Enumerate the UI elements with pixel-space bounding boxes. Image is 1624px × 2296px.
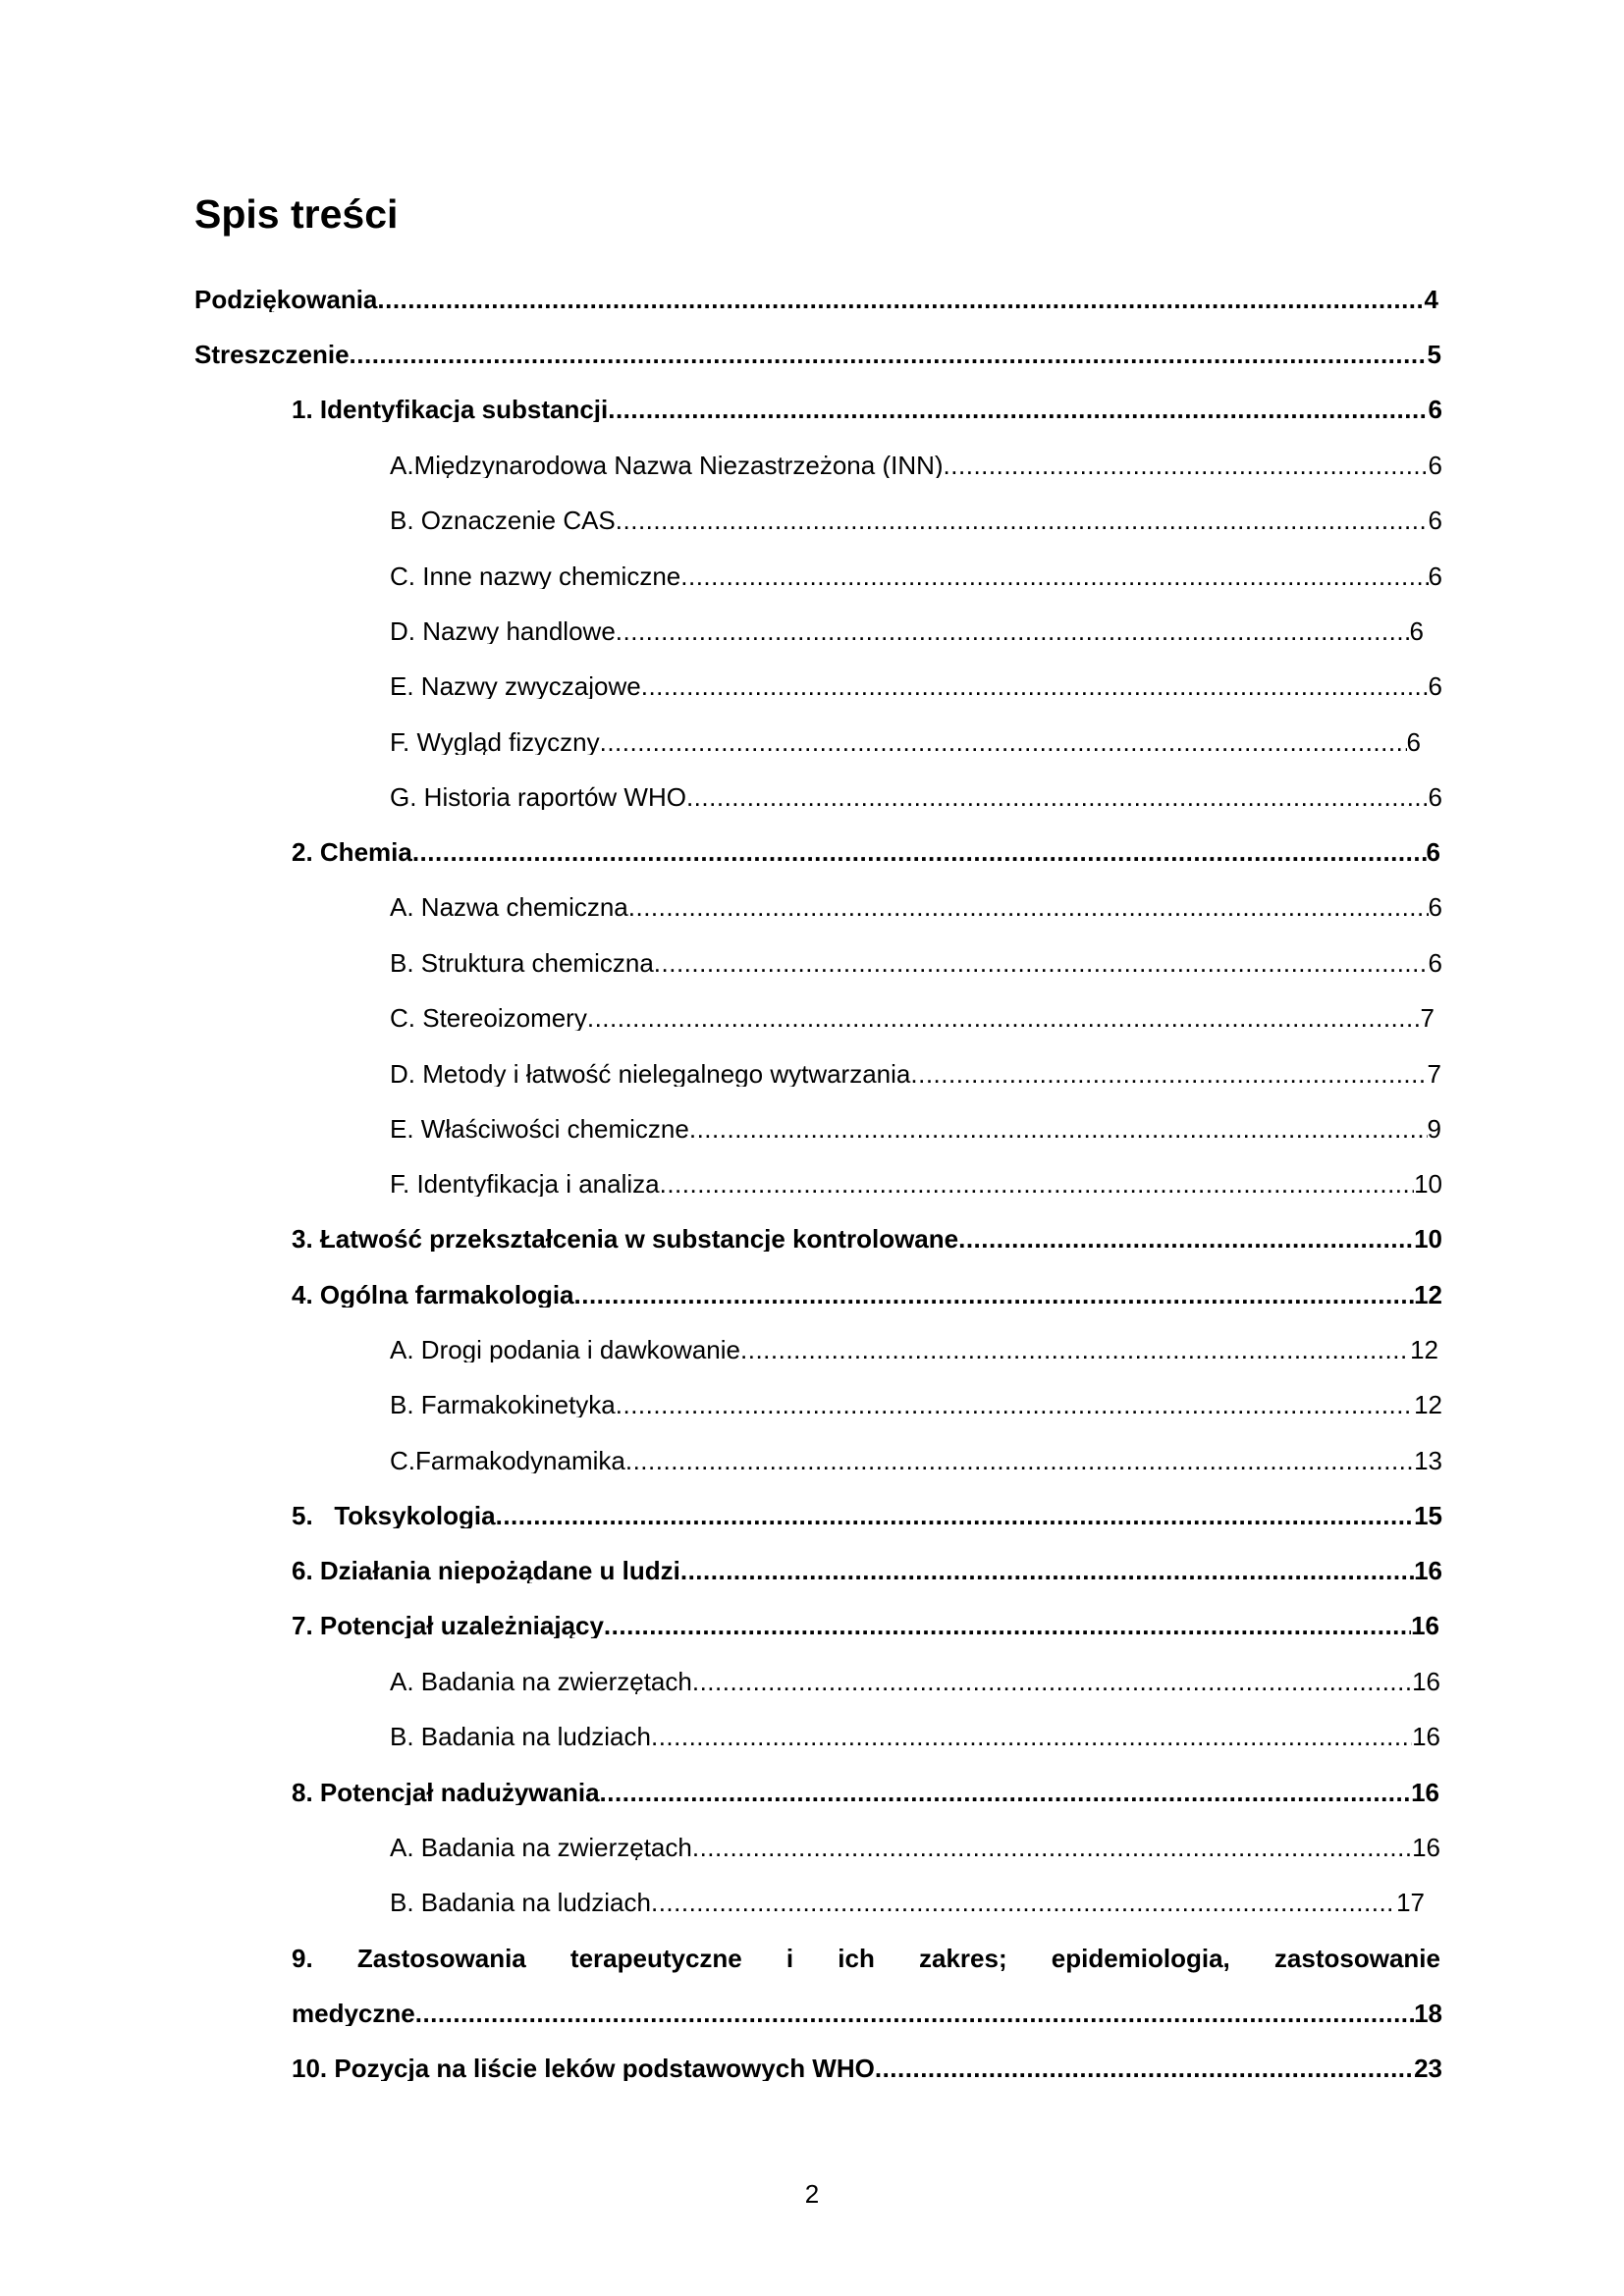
toc-entry-label: 5. Toksykologia: [292, 1501, 496, 1528]
toc-entry-section-8[interactable]: [292, 1766, 1439, 1805]
toc-page-number: 6: [1428, 948, 1442, 976]
toc-entry-section-7a[interactable]: [390, 1655, 1440, 1694]
toc-entry-podziekowania[interactable]: [194, 273, 1438, 312]
toc-entry-label: A. Badania na zwierzętach: [390, 1667, 692, 1694]
toc-entry-section-2c[interactable]: [390, 991, 1435, 1031]
toc-leader-dots: [600, 1780, 1412, 1805]
toc-leader-dots: [600, 729, 1407, 755]
toc-leader-dots: [680, 563, 1428, 589]
toc-entry-label: C. Stereoizomery: [390, 1003, 587, 1031]
toc-entry-label: 6. Działania niepożądane u ludzi: [292, 1556, 680, 1583]
toc-leader-dots: [660, 1171, 1414, 1197]
toc-leader-dots: [412, 839, 1427, 865]
toc-leader-dots: [377, 287, 1424, 312]
toc-entry-section-7[interactable]: [292, 1599, 1439, 1638]
toc-word: 9.: [292, 1944, 313, 1973]
toc-leader-dots: [625, 1448, 1414, 1473]
toc-page-number: 16: [1412, 1667, 1440, 1694]
toc-page-number: 6: [1409, 616, 1424, 644]
toc-leader-dots: [958, 1226, 1414, 1252]
toc-leader-dots: [628, 894, 1429, 920]
toc-page-number: 6: [1428, 671, 1442, 699]
toc-page-number: 23: [1414, 2054, 1442, 2081]
toc-leader-dots: [496, 1503, 1414, 1528]
toc-page-number: 6: [1426, 837, 1440, 865]
toc-page-number: 10: [1414, 1224, 1442, 1252]
toc-entry-label: F. Wygląd fizyczny: [390, 727, 600, 755]
toc-entry-label: medyczne: [292, 1999, 415, 2026]
toc-leader-dots: [692, 1835, 1412, 1860]
toc-entry-label: C. Inne nazwy chemiczne: [390, 561, 681, 589]
toc-entry-section-7b[interactable]: [390, 1710, 1440, 1749]
toc-entry-label: B. Badania na ludziach: [390, 1722, 651, 1749]
toc-entry-section-9-line1[interactable]: [292, 1932, 1440, 1971]
toc-word: i: [785, 1944, 794, 1973]
toc-entry-section-2a[interactable]: [390, 881, 1442, 920]
toc-word: zastosowanie: [1273, 1944, 1440, 1973]
toc-page-number: 17: [1396, 1888, 1425, 1915]
toc-leader-dots: [692, 1669, 1412, 1694]
toc-page-number: 6: [1428, 782, 1442, 810]
toc-page-number: 7: [1427, 1059, 1441, 1087]
toc-entry-label: F. Identyfikacja i analiza: [390, 1169, 660, 1197]
toc-entry-section-4[interactable]: [292, 1268, 1442, 1308]
toc-page-number: 12: [1410, 1335, 1438, 1362]
toc-entry-label: Podziękowania: [194, 285, 378, 312]
toc-entry-label: B. Oznaczenie CAS: [390, 506, 616, 533]
page-title: Spis treści: [194, 191, 399, 237]
toc-page-number: 12: [1414, 1280, 1442, 1308]
toc-word: epidemiologia,: [1051, 1944, 1230, 1973]
toc-page-number: 6: [1428, 395, 1442, 422]
toc-entry-label: B. Farmakokinetyka: [390, 1390, 616, 1417]
toc-entry-label: E. Właściwości chemiczne: [390, 1114, 689, 1142]
toc-entry-section-6[interactable]: [292, 1544, 1442, 1583]
toc-entry-label: D. Metody i łatwość nielegalnego wytwarzania: [390, 1059, 911, 1087]
toc-entry-label: Streszczenie: [194, 340, 350, 367]
toc-entry-label: G. Historia raportów WHO: [390, 782, 686, 810]
toc-entry-section-1d[interactable]: [390, 605, 1424, 644]
toc-entry-section-5[interactable]: [292, 1489, 1442, 1528]
toc-entry-section-4b[interactable]: [390, 1378, 1442, 1417]
toc-entry-section-8b[interactable]: [390, 1876, 1425, 1915]
toc-page-number: 5: [1427, 340, 1441, 367]
toc-page-number: 16: [1414, 1556, 1442, 1583]
toc-entry-label: A. Drogi podania i dawkowanie: [390, 1335, 740, 1362]
toc-entry-section-1b[interactable]: [390, 494, 1442, 533]
toc-page-number: 18: [1414, 1999, 1442, 2026]
toc-entry-label: D. Nazwy handlowe: [390, 616, 616, 644]
toc-entry-streszczenie[interactable]: [194, 328, 1441, 367]
toc-leader-dots: [680, 1558, 1414, 1583]
toc-entry-label: 4. Ogólna farmakologia: [292, 1280, 574, 1308]
toc-entry-label: A.Międzynarodowa Nazwa Niezastrzeżona (INN): [390, 451, 944, 478]
toc-page-number: 6: [1406, 727, 1421, 755]
toc-page-number: 6: [1428, 561, 1442, 589]
toc-leader-dots: [944, 453, 1429, 478]
toc-entry-section-1[interactable]: [292, 383, 1442, 422]
toc-entry-label: 2. Chemia: [292, 837, 412, 865]
toc-leader-dots: [654, 950, 1429, 976]
toc-entry-section-8a[interactable]: [390, 1821, 1440, 1860]
toc-entry-label: 1. Identyfikacja substancji: [292, 395, 609, 422]
toc-entry-section-4a[interactable]: [390, 1323, 1438, 1362]
toc-leader-dots: [616, 1392, 1414, 1417]
toc-word: ich: [838, 1944, 875, 1973]
toc-entry-label: 3. Łatwość przekształcenia w substancje kontrolowane: [292, 1224, 959, 1252]
toc-page-number: 16: [1412, 1722, 1440, 1749]
toc-leader-dots: [574, 1282, 1415, 1308]
toc-entry-label: A. Nazwa chemiczna: [390, 892, 628, 920]
toc-entry-section-1c[interactable]: [390, 550, 1442, 589]
toc-page-number: 10: [1414, 1169, 1442, 1197]
toc-entry-label: B. Badania na ludziach: [390, 1888, 651, 1915]
toc-entry-section-3[interactable]: [292, 1212, 1442, 1252]
toc-entry-section-10[interactable]: [292, 2042, 1442, 2081]
toc-entry-label: 10. Pozycja na liście leków podstawowych WHO: [292, 2054, 875, 2081]
toc-page-number: 6: [1428, 892, 1442, 920]
toc-entry-label: E. Nazwy zwyczajowe: [390, 671, 641, 699]
toc-entry-section-2e[interactable]: [390, 1102, 1441, 1142]
toc-entry-section-2[interactable]: [292, 826, 1440, 865]
toc-leader-dots: [616, 618, 1410, 644]
toc-word: terapeutyczne: [569, 1944, 742, 1973]
toc-entry-section-2f[interactable]: [390, 1157, 1442, 1197]
toc-page-number: 13: [1414, 1446, 1442, 1473]
toc-leader-dots: [415, 2001, 1414, 2026]
toc-leader-dots: [587, 1005, 1421, 1031]
toc-entry-label: B. Struktura chemiczna: [390, 948, 654, 976]
page-number: 2: [804, 2179, 820, 2209]
toc-leader-dots: [686, 784, 1429, 810]
toc-leader-dots: [608, 397, 1428, 422]
toc-page-number: 7: [1420, 1003, 1435, 1031]
toc-word: Zastosowania: [356, 1944, 526, 1973]
toc-leader-dots: [689, 1116, 1428, 1142]
toc-entry-section-1g[interactable]: [390, 771, 1442, 810]
toc-entry-section-2d[interactable]: [390, 1047, 1441, 1087]
toc-page-number: 16: [1412, 1833, 1440, 1860]
toc-page-number: 6: [1428, 506, 1442, 533]
toc-entry-label: C.Farmakodynamika: [390, 1446, 625, 1473]
toc-entry-label: A. Badania na zwierzętach: [390, 1833, 692, 1860]
toc-leader-dots: [651, 1724, 1412, 1749]
toc-entry-label: 7. Potencjał uzależniający: [292, 1611, 604, 1638]
toc-page-number: 6: [1428, 451, 1442, 478]
toc-leader-dots: [875, 2056, 1414, 2081]
toc-entry-section-2b[interactable]: [390, 936, 1442, 976]
toc-leader-dots: [641, 673, 1429, 699]
toc-leader-dots: [740, 1337, 1410, 1362]
toc-page-number: 12: [1414, 1390, 1442, 1417]
toc-entry-label: 8. Potencjał nadużywania: [292, 1778, 600, 1805]
toc-entry-section-1e[interactable]: [390, 660, 1442, 699]
toc-entry-section-4c[interactable]: [390, 1434, 1442, 1473]
toc-page-number: 9: [1427, 1114, 1441, 1142]
toc-page-number: 15: [1414, 1501, 1442, 1528]
toc-leader-dots: [604, 1613, 1411, 1638]
toc-leader-dots: [350, 342, 1428, 367]
toc-page-number: 16: [1411, 1611, 1439, 1638]
toc-page-number: 16: [1411, 1778, 1439, 1805]
toc-entry-section-1a[interactable]: [390, 439, 1442, 478]
toc-entry-section-9-line2[interactable]: [292, 1987, 1442, 2026]
toc-leader-dots: [910, 1061, 1427, 1087]
toc-page-number: 4: [1424, 285, 1438, 312]
toc-entry-section-1f[interactable]: [390, 716, 1421, 755]
toc-word: zakres;: [918, 1944, 1007, 1973]
toc-leader-dots: [651, 1890, 1396, 1915]
toc-leader-dots: [616, 507, 1429, 533]
